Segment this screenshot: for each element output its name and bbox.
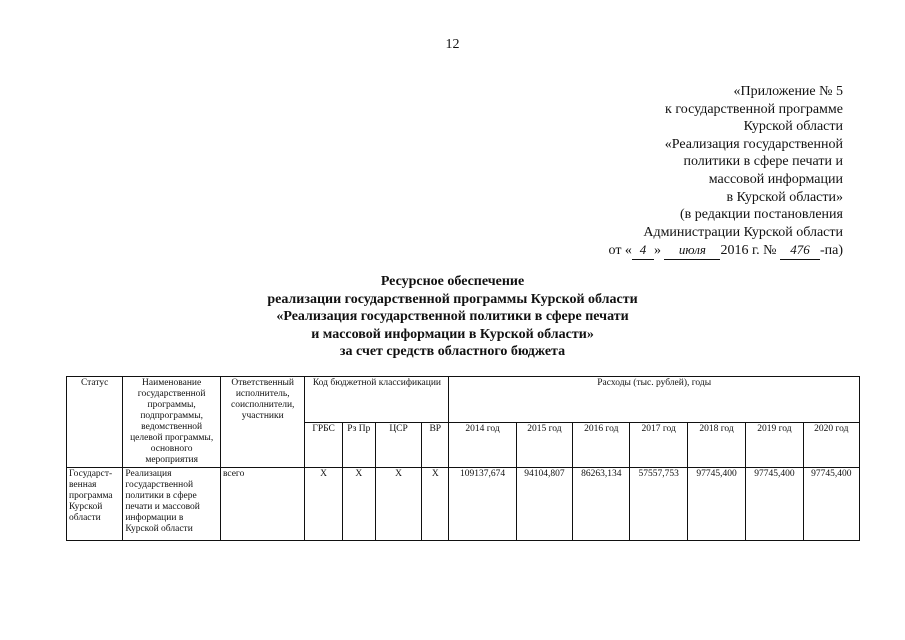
- appendix-line: массовой информации: [708, 171, 843, 187]
- title-line: за счет средств областного бюджета: [339, 344, 566, 359]
- date-mid: »: [653, 243, 661, 259]
- resource-table: [66, 376, 860, 541]
- cell-code: Х: [305, 468, 342, 541]
- header-year: 2016 год: [573, 422, 630, 468]
- title-line: Ресурсное обеспечение: [380, 274, 525, 289]
- cell-status: Государст-венная программа Курской области: [67, 468, 123, 541]
- header-year: 2014 год: [449, 422, 516, 468]
- appendix-block: [609, 83, 844, 260]
- header-year: 2018 год: [687, 422, 745, 468]
- cell-value: 97745,400: [746, 468, 803, 541]
- cell-code: Х: [375, 468, 421, 541]
- document-title: [0, 273, 905, 361]
- appendix-line: к государственной программе: [665, 101, 843, 117]
- header-row: [67, 377, 860, 423]
- header-budget-code: Код бюджетной классификации: [305, 377, 449, 423]
- date-suffix: -па): [819, 243, 843, 259]
- appendix-line: (в редакции постановления: [679, 207, 843, 223]
- cell-value: 97745,400: [803, 468, 859, 541]
- page-number: 12: [445, 37, 460, 52]
- appendix-line: в Курской области»: [726, 189, 843, 205]
- cell-code: Х: [422, 468, 449, 541]
- cell-code: Х: [342, 468, 375, 541]
- title-line: и массовой информации в Курской области»: [311, 326, 594, 342]
- header-executor: Ответственный исполнитель, соисполнители, участники: [220, 377, 305, 468]
- header-code: Рз Пр: [342, 422, 375, 468]
- title-line: «Реализация государственной политики в сфере печати: [276, 309, 629, 324]
- header-code: ВР: [422, 422, 449, 468]
- date-year: 2016 г. №: [720, 243, 777, 259]
- header-year: 2017 год: [630, 422, 687, 468]
- cell-value: 97745,400: [687, 468, 745, 541]
- header-year: 2015 год: [516, 422, 572, 468]
- appendix-line: «Реализация государственной: [664, 136, 843, 152]
- cell-executor: всего: [220, 468, 305, 541]
- appendix-line: «Приложение № 5: [733, 84, 843, 99]
- cell-value: 109137,674: [449, 468, 516, 541]
- header-year: 2019 год: [746, 422, 803, 468]
- cell-value: 94104,807: [516, 468, 572, 541]
- date-month: июля: [664, 241, 720, 260]
- table-row: [67, 468, 860, 541]
- appendix-line: Курской области: [743, 119, 843, 135]
- header-code: ГРБС: [305, 422, 342, 468]
- cell-value: 57557,753: [630, 468, 687, 541]
- header-name: Наименование государственной программы, подпрограммы, ведомственной целевой программы, основного мероприятия: [123, 377, 221, 468]
- date-prefix: от «: [608, 243, 632, 259]
- appendix-line: политики в сфере печати и: [683, 154, 843, 170]
- cell-name: Реализация государственной политики в сфере печати и массовой информации в Курской области: [123, 468, 221, 541]
- decree-date-line: [609, 241, 844, 260]
- header-status: Статус: [67, 377, 123, 468]
- decree-number: 476: [780, 241, 820, 260]
- header-code: ЦСР: [375, 422, 421, 468]
- date-day: 4: [632, 241, 654, 260]
- appendix-line: Администрации Курской области: [643, 224, 843, 240]
- header-year: 2020 год: [803, 422, 859, 468]
- cell-value: 86263,134: [573, 468, 630, 541]
- header-expenses: Расходы (тыс. рублей), годы: [449, 377, 860, 423]
- title-line: реализации государственной программы Курской области: [267, 291, 638, 307]
